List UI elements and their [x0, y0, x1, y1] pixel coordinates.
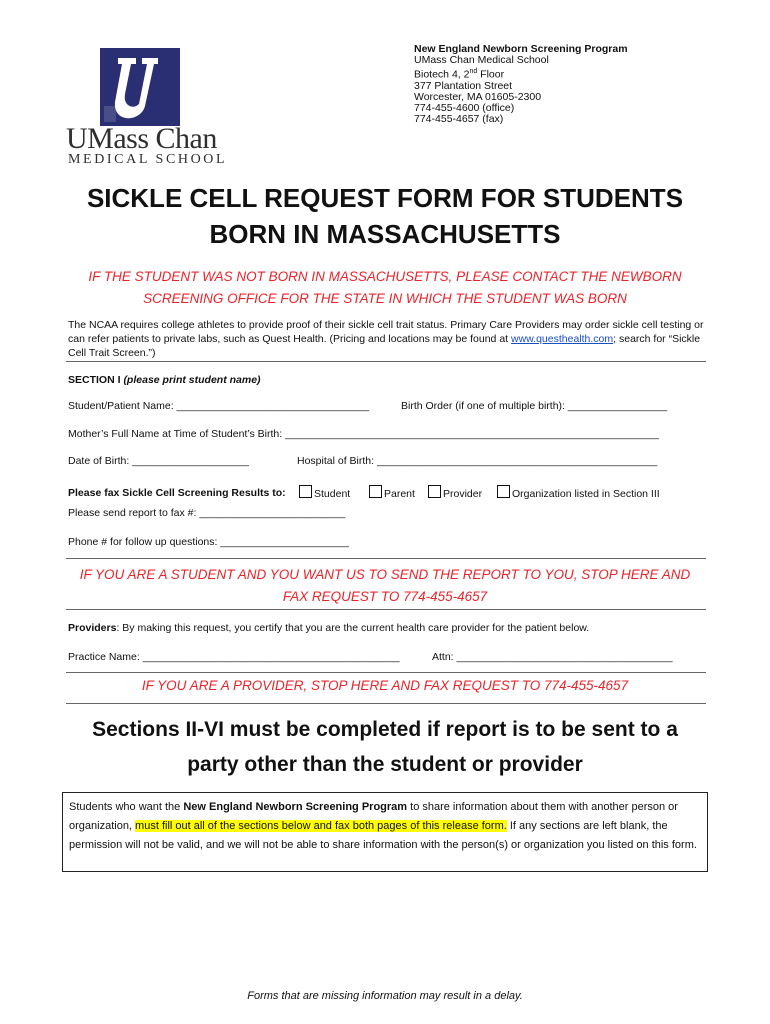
practice-name-field[interactable]: Practice Name: ____________________________________________	[68, 651, 400, 663]
checkbox-icon	[497, 485, 510, 498]
student-name-field[interactable]: Student/Patient Name: _________________________________	[68, 400, 370, 412]
mother-name-field[interactable]: Mother’s Full Name at Time of Student’s Birth: ________________________________________________________________	[68, 428, 659, 440]
divider	[66, 703, 706, 704]
release-instructions-box: Students who want the New England Newborn Screening Program to share information about them with another person or organization, must fill out all of the sections below and fax both pages of this release form. If any sections are left blank, the permission will not be valid, and we will not be able to share information with the person(s) or organization you listed on this form.	[62, 792, 708, 872]
questhealth-link[interactable]: www.questhealth.com	[511, 333, 614, 345]
page-title: SICKLE CELL REQUEST FORM FOR STUDENTS BORN IN MASSACHUSETTS	[86, 183, 684, 249]
divider	[66, 361, 706, 362]
office-phone: 774-455-4600 (office)	[414, 101, 515, 114]
city: Worcester, MA 01605-2300	[414, 90, 542, 103]
section1-heading: SECTION I (please print student name)	[68, 374, 261, 386]
option-organization[interactable]: Organization listed in Section III	[497, 485, 660, 500]
footer-note: Forms that are missing information may result in a delay.	[247, 990, 523, 1002]
divider	[66, 609, 706, 610]
umass-u-icon	[100, 48, 180, 126]
attn-field[interactable]: Attn: _____________________________________	[432, 651, 673, 663]
divider	[66, 672, 706, 673]
logo-name: UMass Chan	[66, 122, 217, 155]
checkbox-icon	[428, 485, 441, 498]
fax-results-label: Please fax Sickle Cell Screening Results to:	[68, 487, 286, 499]
option-parent[interactable]: Parent	[369, 485, 415, 500]
logo-mark	[100, 48, 180, 126]
address-block	[414, 44, 628, 125]
street: 377 Plantation Street	[414, 79, 513, 92]
not-born-warning: IF THE STUDENT WAS NOT BORN IN MASSACHUSETTS, PLEASE CONTACT THE NEWBORN SCREENING OFFICE FOR THE STATE IN WHICH THE STUDENT WAS BORN	[88, 269, 682, 306]
program-name: New England Newborn Screening Program	[414, 43, 628, 55]
checkbox-icon	[299, 485, 312, 498]
checkbox-icon	[369, 485, 382, 498]
dob-field[interactable]: Date of Birth: ____________________	[68, 455, 249, 467]
phone-field[interactable]: Phone # for follow up questions: ______________________	[68, 536, 349, 548]
option-student[interactable]: Student	[299, 485, 350, 500]
student-warning: IF YOU ARE A STUDENT AND YOU WANT US TO SEND THE REPORT TO YOU, STOP HERE AND FAX REQUEST TO 774-455-4657	[79, 567, 691, 604]
hospital-field[interactable]: Hospital of Birth: ________________________________________________	[297, 455, 658, 467]
logo-school: MEDICAL SCHOOL	[68, 152, 228, 167]
providers-text: Providers: By making this request, you certify that you are the current health care provider for the patient below.	[68, 622, 590, 634]
provider-warning: IF YOU ARE A PROVIDER, STOP HERE AND FAX REQUEST TO 774-455-4657	[141, 678, 629, 693]
birth-order-field[interactable]: Birth Order (if one of multiple birth): _________________	[401, 400, 668, 412]
sections-heading: Sections II-VI must be completed if report is to be sent to a party other than the student or provider	[92, 718, 678, 776]
divider	[66, 558, 706, 559]
intro-text: The NCAA requires college athletes to provide proof of their sickle cell trait status. Primary Care Providers may order sickle cell testing or can refer patients to private labs, such as Quest Health. (Pricing and locations may be found at www.questhealth.com; search for “Sickle Cell Trait Screen.”)	[68, 319, 704, 359]
fax-number-field[interactable]: Please send report to fax #: _________________________	[68, 507, 346, 519]
building: Biotech 4, 2nd Floor	[414, 68, 505, 81]
fax-number: 774-455-4657 (fax)	[414, 112, 504, 125]
option-provider[interactable]: Provider	[428, 485, 482, 500]
school-name: UMass Chan Medical School	[414, 54, 549, 66]
